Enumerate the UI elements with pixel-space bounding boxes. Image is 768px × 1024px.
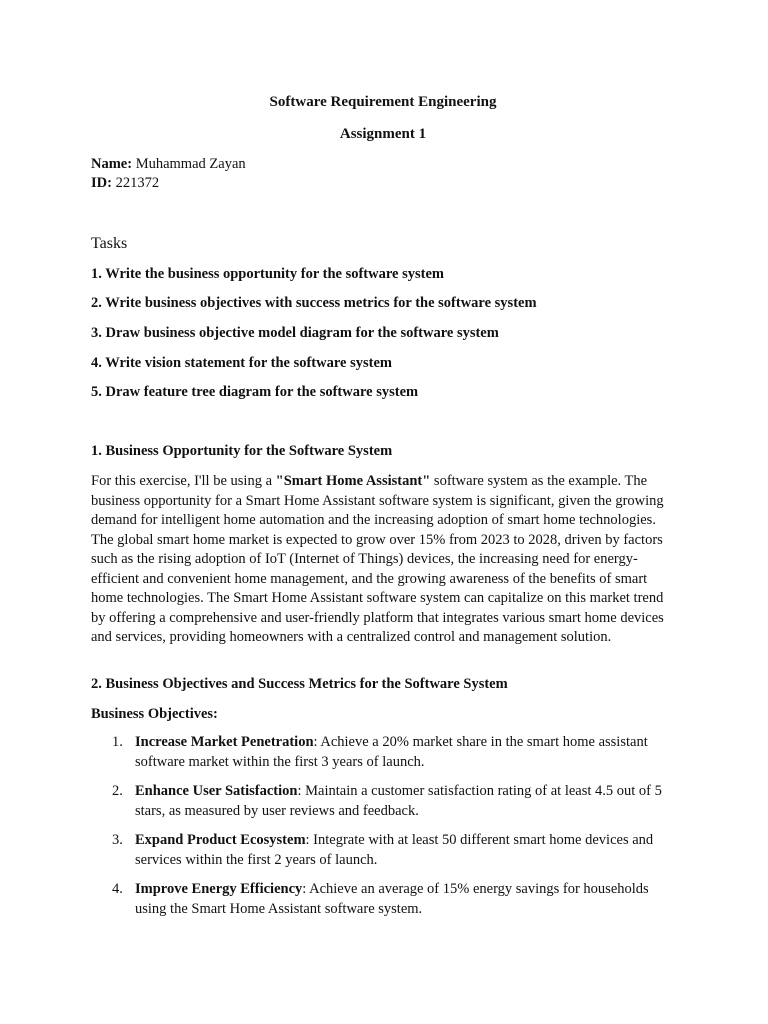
list-item bbox=[91, 880, 681, 919]
list-item bbox=[91, 733, 681, 772]
list-item-number: 2. bbox=[112, 783, 123, 799]
section-heading-business-opportunity: 1. Business Opportunity for the Software System bbox=[91, 443, 393, 459]
list-item-number: 4. bbox=[112, 881, 123, 897]
list-item bbox=[91, 782, 681, 821]
paragraph-prefix: For this exercise, I'll be using a bbox=[91, 473, 276, 489]
tasks-heading: Tasks bbox=[91, 235, 128, 252]
objective-text: : Integrate with at least 50 different smart home devices and services within the first 2 years of launch. bbox=[135, 832, 654, 868]
paragraph-body: software system as the example. The business opportunity for a Smart Home Assistant software system is significant, given the growing demand for intelligent home automation and the increasing adoption of smart home technologies. The global smart home market is expected to grow over 15% from 2023 to 2028, driven by factors such as the rising adoption of IoT (Internet of Things) devices, the increasing need for energy-efficient and convenient home management, and the growing awareness of the benefits of smart home technologies. The Smart Home Assistant software system can capitalize on this market trend by offering a comprehensive and user-friendly platform that integrates various smart home devices and services, providing homeowners with a centralized control and management solution. bbox=[91, 473, 664, 645]
section-heading-business-objectives: 2. Business Objectives and Success Metrics for the Software System bbox=[91, 676, 508, 692]
paragraph-emphasis: "Smart Home Assistant" bbox=[275, 473, 431, 489]
list-item bbox=[91, 831, 681, 870]
id-value: 221372 bbox=[111, 175, 160, 191]
objective-title: Increase Market Penetration bbox=[135, 734, 314, 750]
business-objectives-subheading: Business Objectives: bbox=[91, 706, 218, 722]
task-item: 1. Write the business opportunity for the software system bbox=[91, 266, 444, 282]
name-label: Name: bbox=[91, 156, 133, 172]
name-line bbox=[91, 155, 246, 175]
objective-title: Expand Product Ecosystem bbox=[135, 832, 306, 848]
objective-title: Improve Energy Efficiency bbox=[135, 881, 303, 897]
task-item: 2. Write business objectives with success metrics for the software system bbox=[91, 295, 537, 311]
objective-text: : Achieve a 20% market share in the smart home assistant software market within the first 3 years of launch. bbox=[135, 734, 648, 770]
list-item-number: 3. bbox=[112, 832, 123, 848]
id-line bbox=[91, 174, 159, 194]
objective-title: Enhance User Satisfaction bbox=[135, 783, 298, 799]
business-opportunity-paragraph bbox=[91, 472, 681, 648]
objective-text: : Maintain a customer satisfaction rating of at least 4.5 out of 5 stars, as measured by user reviews and feedback. bbox=[135, 783, 662, 819]
id-label: ID: bbox=[91, 175, 112, 191]
task-item: 4. Write vision statement for the software system bbox=[91, 355, 392, 371]
name-value: Muhammad Zayan bbox=[132, 156, 246, 172]
task-item: 5. Draw feature tree diagram for the software system bbox=[91, 384, 419, 400]
objectives-list bbox=[91, 733, 681, 929]
objective-text: : Achieve an average of 15% energy savings for households using the Smart Home Assistant software system. bbox=[135, 881, 649, 917]
document-title: Software Requirement Engineering bbox=[269, 94, 497, 110]
document-subtitle: Assignment 1 bbox=[339, 126, 427, 142]
task-item: 3. Draw business objective model diagram for the software system bbox=[91, 325, 499, 341]
list-item-number: 1. bbox=[112, 734, 123, 750]
